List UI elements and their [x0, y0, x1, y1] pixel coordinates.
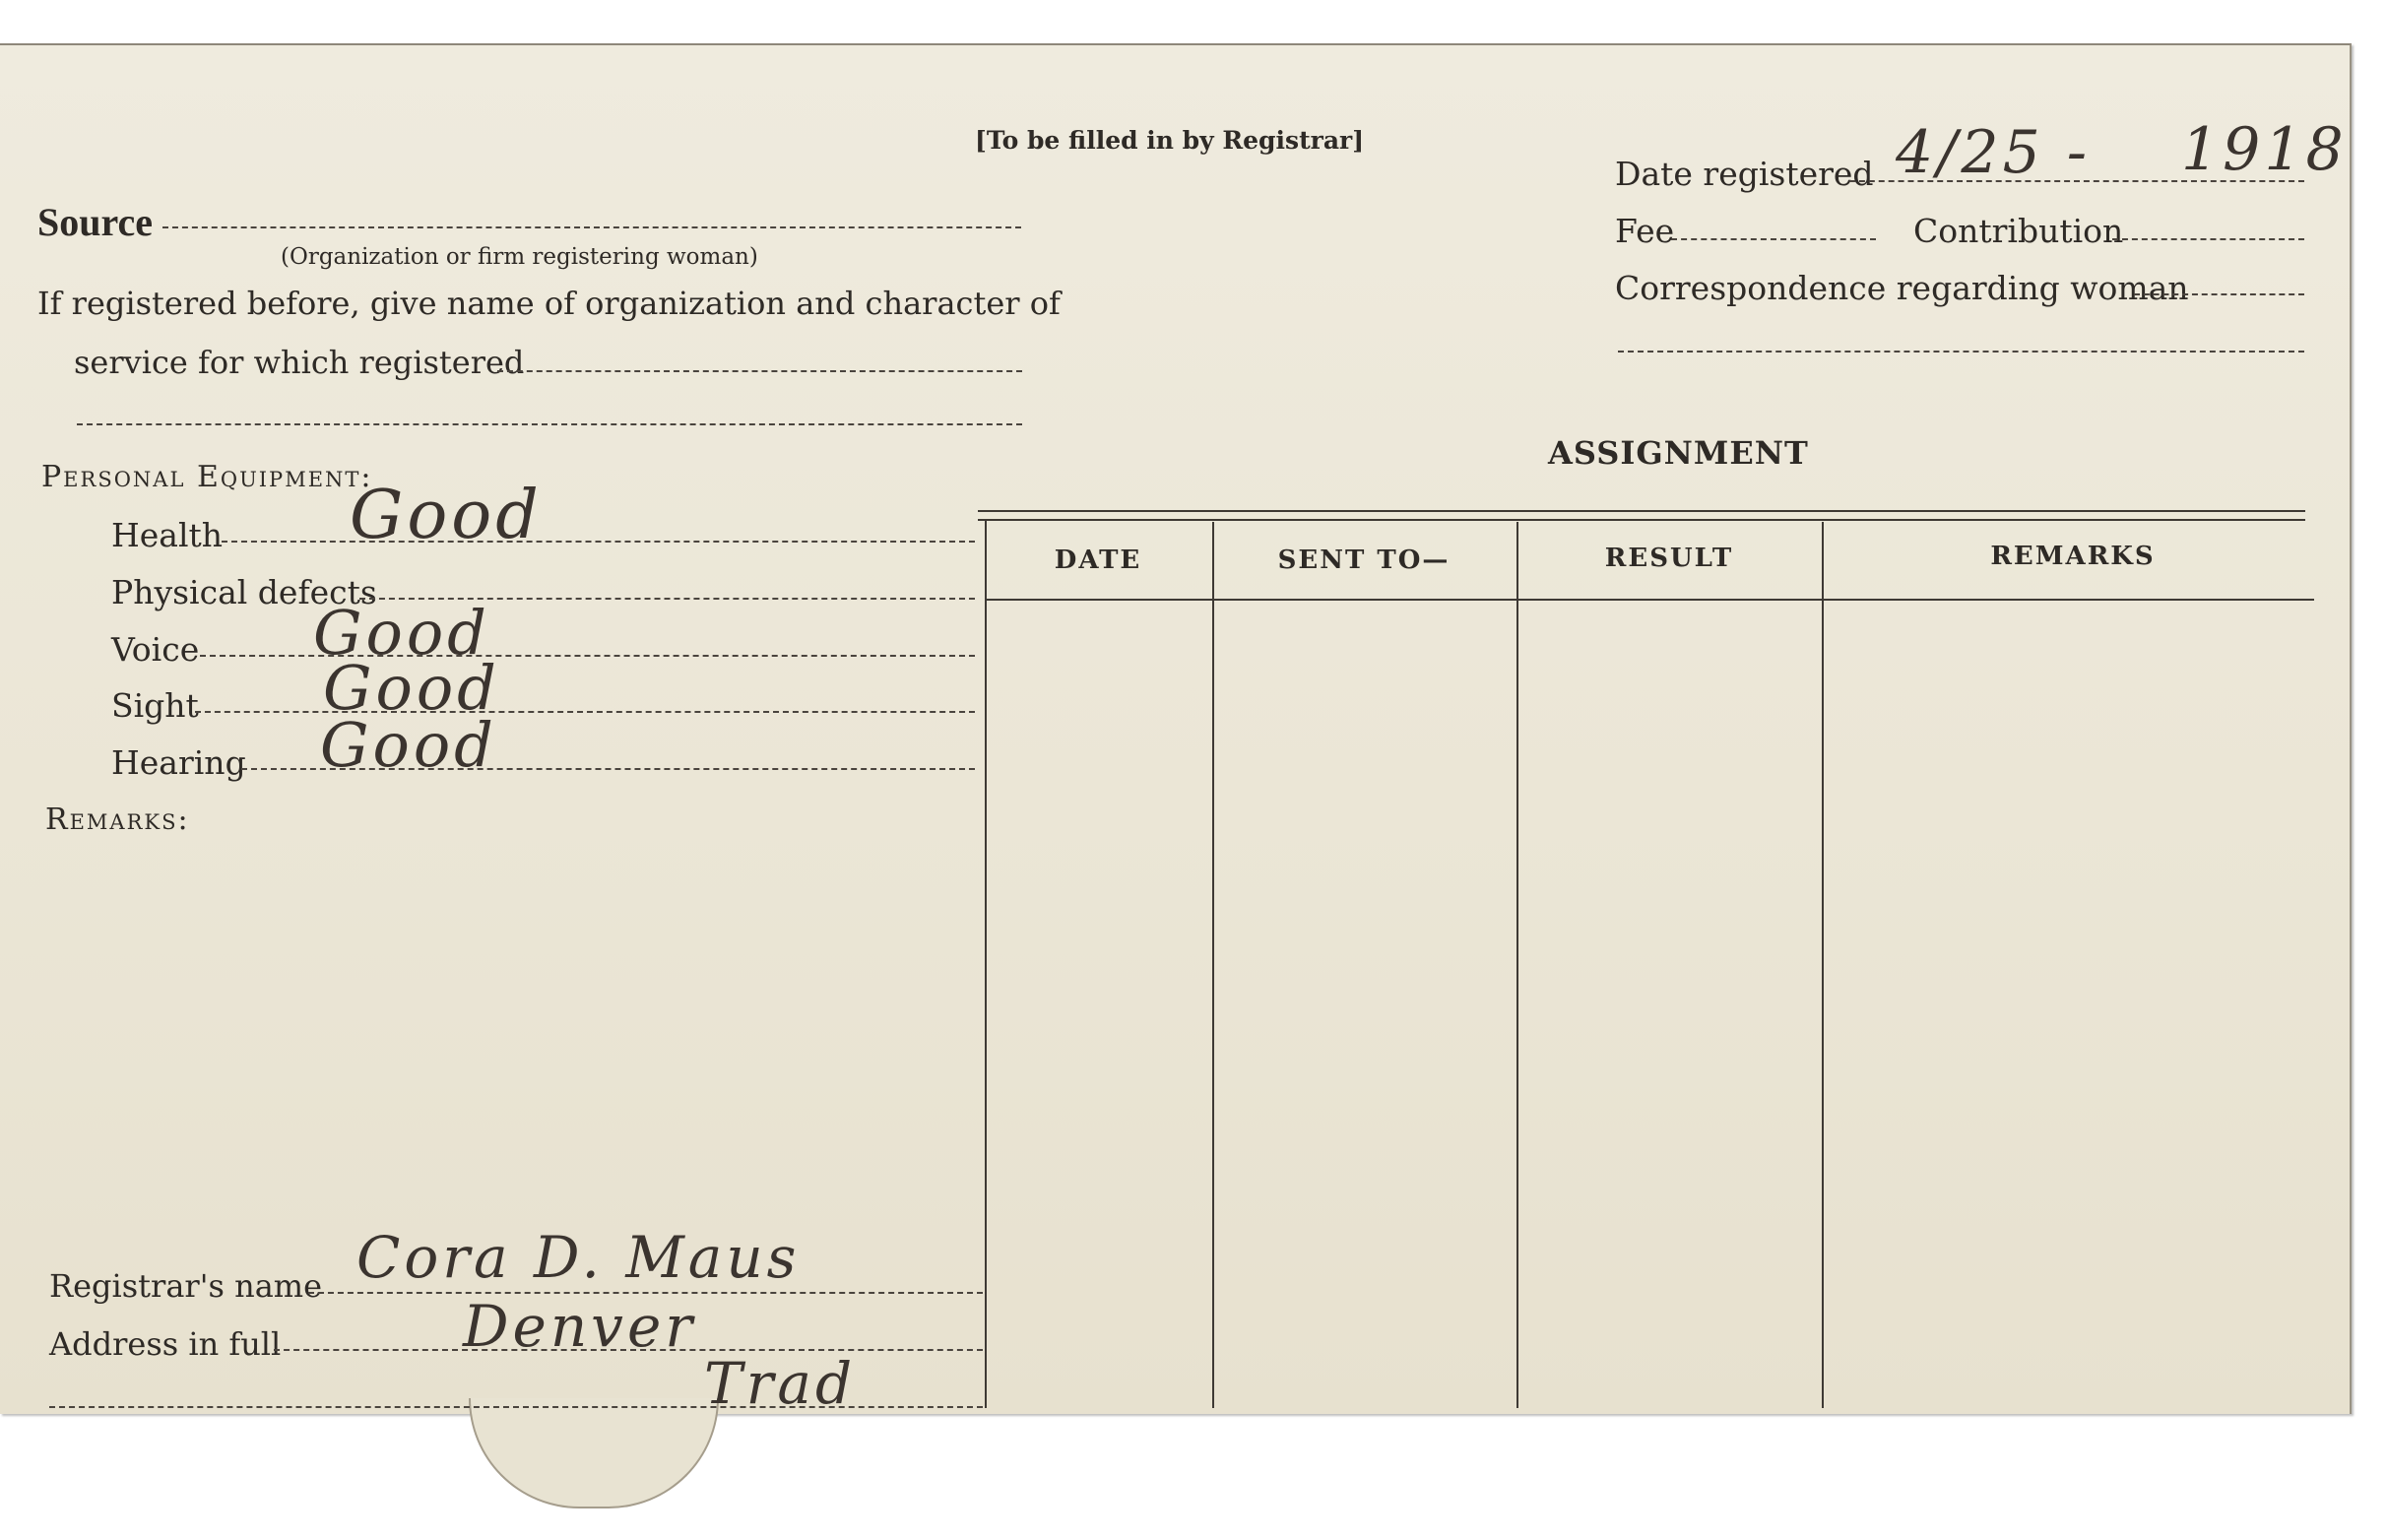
hearing-value: Good — [320, 709, 497, 781]
registrar-name-label: Registrar's name — [49, 1267, 323, 1305]
source-line — [162, 226, 1021, 228]
fee-line — [1671, 238, 1876, 240]
source-hint: (Organization or firm registering woman) — [281, 244, 758, 270]
column-header-result: RESULT — [1604, 544, 1734, 573]
assignment-title: ASSIGNMENT — [1548, 434, 1809, 472]
sight-line — [195, 711, 975, 713]
address-value: Denver — [463, 1293, 696, 1360]
voice-value: Good — [313, 597, 490, 669]
table-col-divider — [1212, 522, 1214, 1408]
contribution-line — [2112, 238, 2304, 240]
address-value-2: Trad — [704, 1350, 857, 1417]
table-header-rule — [985, 599, 2314, 601]
date-registered-value: 4/25 - — [1896, 118, 2092, 187]
voice-label: Voice — [111, 630, 200, 669]
registered-before-text-2: service for which registered — [74, 344, 525, 381]
table-top-rule — [978, 510, 2305, 512]
table-top-rule-2 — [978, 519, 2305, 521]
health-label: Health — [111, 516, 224, 554]
column-header-sent-to: SENT TO— — [1277, 545, 1451, 575]
column-header-remarks: REMARKS — [1990, 542, 2156, 571]
correspondence-line — [2134, 293, 2304, 295]
fee-label: Fee — [1615, 212, 1675, 250]
address-label: Address in full — [49, 1325, 282, 1363]
registrar-name-value: Cora D. Maus — [356, 1224, 801, 1291]
card-tab — [469, 1398, 719, 1508]
correspondence-line-2 — [1618, 351, 2304, 353]
date-registered-year: 1918 — [2181, 115, 2348, 184]
contribution-label: Contribution — [1913, 212, 2124, 250]
sight-label: Sight — [111, 686, 199, 725]
registered-before-line — [497, 370, 1022, 372]
registered-before-line-2 — [77, 423, 1022, 425]
correspondence-label: Correspondence regarding woman — [1615, 269, 2189, 307]
registrar-note: [To be filled in by Registrar] — [975, 126, 1365, 155]
table-col-divider — [985, 519, 987, 1408]
personal-equipment-label: Personal Equipment: — [41, 460, 373, 494]
column-header-date: DATE — [1054, 545, 1142, 575]
remarks-label: Remarks: — [45, 802, 190, 837]
table-col-divider — [1516, 522, 1518, 1408]
source-label: Source — [37, 200, 154, 244]
date-registered-label: Date registered — [1615, 155, 1874, 193]
health-value: Good — [350, 477, 543, 554]
hearing-label: Hearing — [111, 743, 246, 782]
registered-before-text: If registered before, give name of organization and character of — [37, 285, 1061, 322]
physical-defects-label: Physical defects — [111, 573, 377, 611]
sight-value: Good — [323, 652, 500, 724]
health-line — [222, 541, 975, 543]
table-col-divider — [1822, 522, 1824, 1408]
